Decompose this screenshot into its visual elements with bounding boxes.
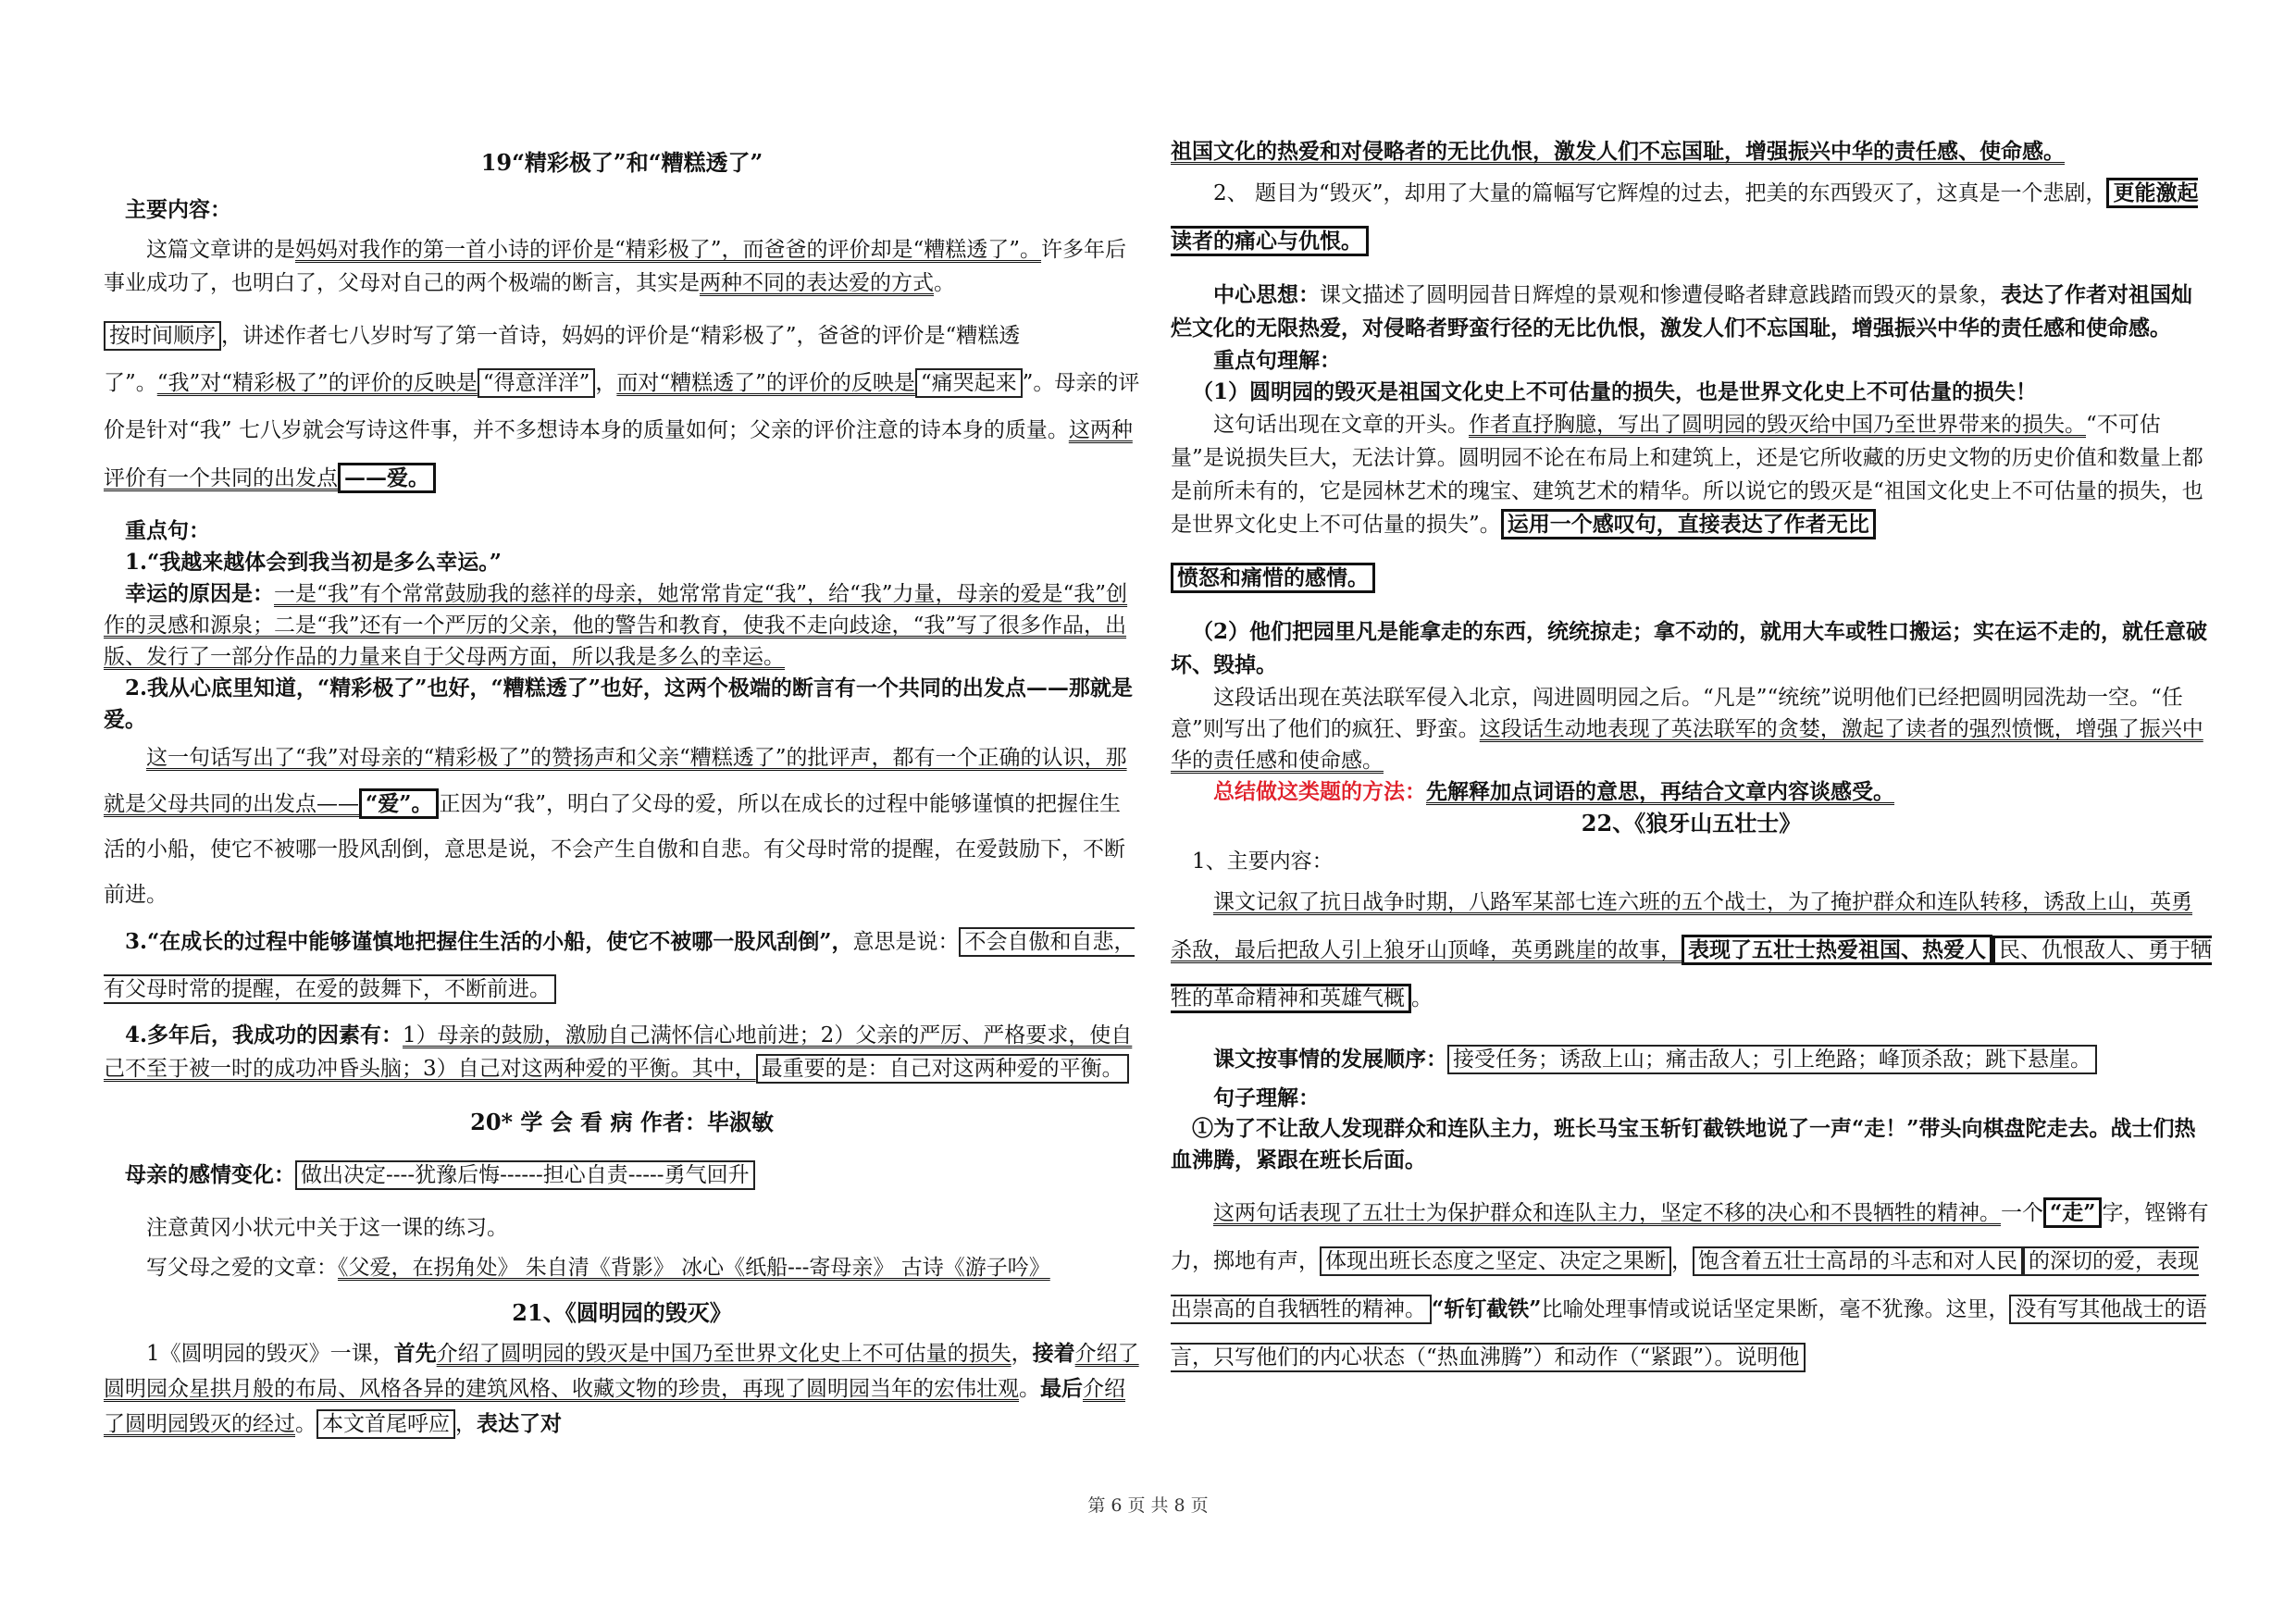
mom-feelings: 母亲的感情变化： 做出决定----犹豫后悔------担心自责-----勇气回升 [104,1151,1140,1199]
lesson19-title: 19“精彩极了”和“糟糕透了” [480,149,763,176]
lesson22-sentence-1-analysis: 这两句话表现了五壮士为保护群众和连队主力，坚定不移的决心和不畏牺牲的精神。一个 “走” 字，铿锵有力，掷地有声， 体现出班长态度之坚定、决定之果断 ， 饱含着五壮士高昂的斗志和对人民 的深切的爱，表现出崇高的自我牺牲的精神。 “斩钉截铁”比喻处理事情或说话坚定果断，毫不犹豫。这里， 没有写其他战士的语言，只写他们的内心状态（“热血沸腾”）和动作（“紧跟”）。说明他 [1171,1189,2212,1382]
lesson21-title: 21、《圆明园的毁灭》 [512,1299,732,1326]
k1-box-continued: 愤怒和痛惜的感情。 [1171,554,2212,602]
k3-answer-box: 不会自傲和自悲，有父母时常的提醒，在爱的鼓舞下，不断前进。 [104,927,1135,1004]
key-sentence-4: 4.多年后，我成功的因素有：1）母亲的鼓励，激励自己满怀信心地前进；2）父亲的严厉、严格要求，使自己不至于被一时的成功冲昏头脑；3）自己对这两种爱的平衡。其中， 最重要的是：自己对这两种爱的平衡。 [104,1019,1140,1085]
proud-box: “得意洋洋” [478,368,596,398]
lesson22-sentence-1: ①为了不让敌人发现群众和连队主力，班长马宝玉斩钉截铁地说了一声“走！”带头向棋盘陀走去。战士们热血沸腾，紧跟在班长后面。 [1171,1116,2196,1172]
key-sentence-2-analysis: 这一句话写出了“我”对母亲的“精彩极了”的赞扬声和父亲“糟糕透了”的批评声，都有一个正确的认识，那就是父母共同的出发点—— “爱”。 正因为“我”，明白了父母的爱，所以在成长的过程中能够谨慎的把握住生活的小船，使它不被哪一股风刮倒，意思是说，不会产生自傲和自悲。有父母时常的提醒，在爱鼓励下，不断前进。 [104,746,1127,907]
lesson19-summary: 这篇文章讲的是妈妈对我作的第一首小诗的评价是“精彩极了”，而爸爸的评价却是“糟糕透了”。许多年后事业成功了，也明白了，父母对自己的两个极端的断言，其实是两种不同的表达爱的方式。 [104,238,1127,295]
yuanmingyuan-key-sentence-1: （1）圆明园的毁灭是祖国文化史上不可估量的损失，也是世界文化史上不可估量的损失！ [1192,379,2038,404]
yuanmingyuan-key-sentence-2-analysis: 这段话出现在英法联军侵入北京，闯进圆明园之后。“凡是”“统统”说明他们已经把圆明园洗劫一空。“任意”则写出了他们的疯狂、野蛮。这段话生动地表现了英法联军的贪婪，激起了读者的强烈愤慨，增强了振兴中华的责任感和使命感。 [1171,686,2203,773]
k1-box: 运用一个感叹句，直接表达了作者无比 [1501,509,1876,539]
story-order-box: 接受任务；诱敌上山；痛击敌人；引上绝路；峰顶杀敌；跳下悬崖。 [1447,1045,2097,1074]
key-sentence-3: 3.“在成长的过程中能够谨慎地把握住生活的小船，使它不被哪一股风刮倒”，意思是说： 不会自傲和自悲，有父母时常的提醒，在爱的鼓舞下，不断前进。 [104,918,1140,1013]
main-content-label: 主要内容： [125,197,231,222]
story-order: 课文按事情的发展顺序： 接受任务；诱敌上山；痛击敌人；引上绝路；峰顶杀敌；跳下悬崖。 [1171,1035,2212,1084]
lesson20-title: 20* 学 会 看 病 作者：毕淑敏 [470,1109,774,1135]
attitude-box: 体现出班长态度之坚定、决定之果断 [1320,1246,1671,1276]
lesson19-structure: 按时间顺序 ，讲述作者七八岁时写了第一首诗，妈妈的评价是“精彩极了”，爸爸的评价是“糟糕透了”。“我”对“精彩极了”的评价的反映是 “得意洋洋” ，而对“糟糕透了”的评价的反映是 “痛哭起来 ”。母亲的评价是针对“我” 七八岁就会写诗这件事，并不多想诗本身的质量如何；父亲的评价注意的诗本身的质量。这两种评价有一个共同的出发点 ——爱。 [104,313,1140,502]
lesson22-summary: 课文记叙了抗日战争时期，八路军某部七连六班的五个战士，为了掩护群众和连队转移，诱敌上山，英勇杀敌，最后把敌人引上狼牙山顶峰，英勇跳崖的故事， 表现了五壮士热爱祖国、热爱人 民、仇恨敌人、勇于牺牲的革命精神和英雄气概 。 [1171,878,2212,1023]
ai-box: “爱”。 [359,788,439,819]
practice-note: 注意黄冈小状元中关于这一课的练习。 [146,1216,508,1240]
lesson22-title: 22、《狼牙山五壮士》 [1581,810,1802,837]
key-sentences-understanding-label: 重点句理解： [1213,348,1341,373]
lesson22-main-label: 1、主要内容： [1192,849,1334,874]
zou-box: “走” [2043,1197,2102,1228]
key-sentences-label: 重点句： [125,518,210,543]
title-meaning-box: 更能激起读者的痛心与仇恨。 [1171,178,2198,256]
time-order-box: 按时间顺序 [104,321,221,351]
lucky-reason: 幸运的原因是：一是“我”有个常常鼓励我的慈祥的母亲，她常常肯定“我”，给“我”力量，母亲的爱是“我”创作的灵感和源泉；二是“我”还有一个严厉的父亲，他的警告和教育，使我不走向歧途，“我”写了很多作品，出版、发行了一部分作品的力量来自于父母两方面，所以我是多么的幸运。 [104,581,1128,669]
spirit-box: 饱含着五壮士高昂的斗志和对人民 [1693,1246,2023,1276]
lesson21-summary: 1《圆明园的毁灭》一课，首先介绍了圆明园的毁灭是中国乃至世界文化史上不可估量的损失，接着介绍了圆明园众星拱月般的布局、风格各异的建筑风格、收藏文物的珍贵，再现了圆明园当年的宏伟壮观。最后介绍了圆明园毁灭的经过。 本文首尾呼应 ，表达了对 [104,1336,1140,1442]
parent-love-articles: 写父母之爱的文章：《父爱，在拐角处》 朱自清《背影》 冰心《纸船---寄母亲》 古诗《游子吟》 [146,1256,1050,1280]
main-meaning-box: 表现了五壮士热爱祖国、热爱人 [1682,935,1992,965]
yuanmingyuan-key-sentence-1-analysis: 这句话出现在文章的开头。作者直抒胸臆，写出了圆明园的毁灭给中国乃至世界带来的损失。“不可估量”是说损失巨大，无法计算。圆明园不论在布局上和建筑上，还是它所收藏的历史文物的历史价值和数量上都是前所未有的，它是园林艺术的瑰宝、建筑艺术的精华。所以说它的毁灭是“祖国文化史上不可估量的损失，也是世界文化史上不可估量的损失”。 运用一个感叹句，直接表达了作者无比 [1171,408,2212,541]
method-summary: 总结做这类题的方法：先解释加点词语的意思，再结合文章内容谈感受。 [1213,779,1894,804]
lesson21-summary-continued: 祖国文化的热爱和对侵略者的无比仇恨，激发人们不忘国耻，增强振兴中华的责任感、使命感。 [1171,139,2065,164]
key-sentence-1: 1.“我越来越体会到我当初是多么幸运。” [125,550,502,575]
cry-box: “痛哭起来 [915,368,1023,398]
yuanmingyuan-key-sentence-2: （2）他们把园里凡是能拿走的东西，统统掠走；拿不动的，就用大车或牲口搬运；实在运不走的，就任意破坏、毁掉。 [1171,619,2208,677]
right-column [1171,134,2212,1382]
echo-box: 本文首尾呼应 [316,1409,455,1439]
title-meaning: 2、 题目为“毁灭”，却用了大量的篇幅写它辉煌的过去，把美的东西毁灭了，这真是一个悲剧， 更能激起读者的痛心与仇恨。 [1171,169,2212,266]
k4-answer-box: 最重要的是：自己对这两种爱的平衡。 [756,1054,1129,1084]
central-idea: 中心思想：课文描述了圆明园昔日辉煌的景观和惨遭侵略者肆意践踏而毁灭的景象，表达了作者对祖国灿烂文化的无限热爱，对侵略者野蛮行径的无比仇恨，激发人们不忘国耻，增强振兴中华的责任感和使命感。 [1171,282,2192,341]
mom-feelings-box: 做出决定----犹豫后悔------担心自责-----勇气回升 [295,1160,755,1190]
sentence-understanding-label: 句子理解： [1213,1085,1320,1110]
key-sentence-2: 2.我从心底里知道，“精彩极了”也好，“糟糕透了”也好，这两个极端的断言有一个共同的出发点——那就是爱。 [104,676,1133,732]
left-column [104,139,1140,1442]
love-box: ——爱。 [338,463,436,493]
page-footer: 第 6 页 共 8 页 [1087,1495,1209,1516]
others-box: 没有写其他战士的语言，只写他们的内心状态（“热血沸腾”）和动作（“紧跟”）。说明他 [1171,1295,2206,1372]
